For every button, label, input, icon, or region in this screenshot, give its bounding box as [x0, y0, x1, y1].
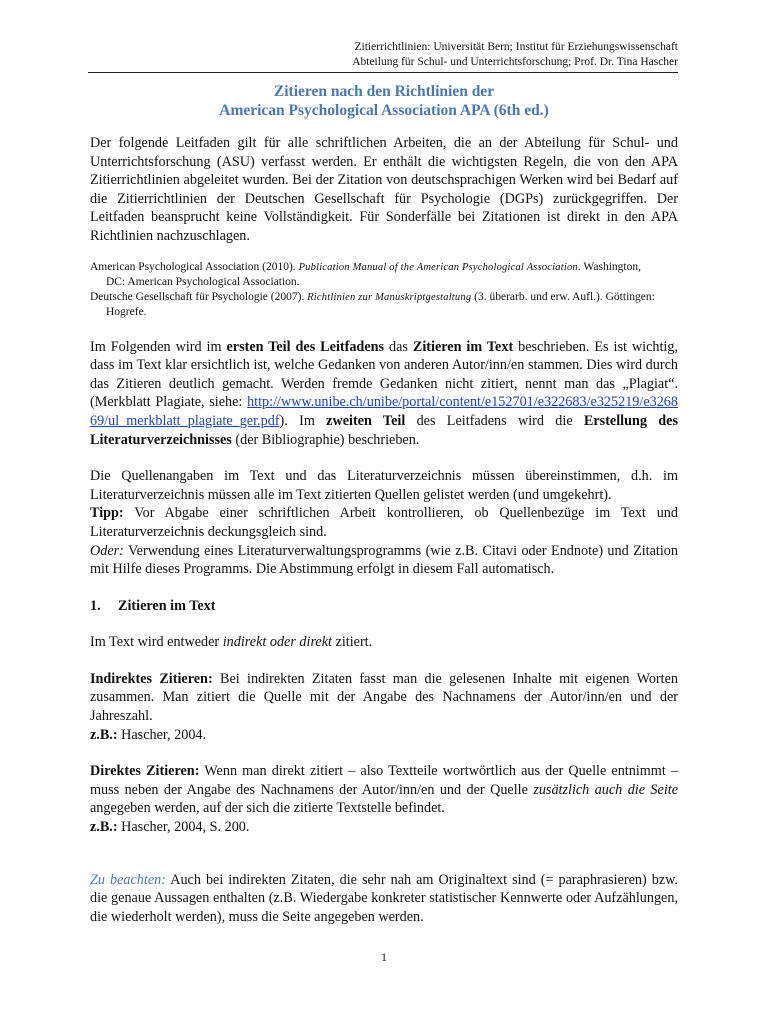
para4-text-2: zitiert.: [331, 634, 373, 651]
reference-dgps: [90, 290, 678, 320]
direct-text-2: angegeben werden, auf der sich die zitierte Textstelle befindet.: [90, 800, 445, 817]
direct-example-label: z.B.:: [90, 819, 118, 836]
header-line-1: Zitierrichtlinien: Universität Bern; Institut für Erziehungswissenschaft: [354, 41, 678, 53]
plagiarism-memo-link[interactable]: http://www.unibe.ch/unibe/portal/content/e152701/e322683/e325219/e326869/ul_merkblatt_plagiate_ger.pdf: [90, 394, 678, 429]
ref-dgps-post: (3. überarb. und erw. Aufl.). Göttingen:: [471, 290, 655, 303]
direct-label: Direktes Zitieren:: [90, 763, 200, 780]
direct-example-text: Hascher, 2004, S. 200.: [117, 819, 250, 836]
para2-text-5: des Leitfadens wird die: [405, 412, 584, 429]
page-header: [88, 40, 678, 73]
indirect-example-text: Hascher, 2004.: [117, 726, 207, 743]
para2-text-3: beschrieben. Es ist wichtig, dass im Text klar ersichtlich ist, welche Gedanken von anderen Autor/inn/en stammen. Dies wird durch das Zitieren deutlich gemacht. Werden fremde Gedanken nicht zitiert, nennt man das „Plagiat“. (Merkblatt Plagiate, siehe:: [90, 338, 679, 411]
header-line-2: Abteilung für Schul- und Unterrichtsforschung; Prof. Dr. Tina Hascher: [352, 56, 678, 68]
para4-italic: indirekt oder direkt: [222, 634, 332, 651]
para2-bold-first-part: ersten Teil des Leitfadens: [226, 338, 385, 355]
para2-text-6: (der Bibliographie) beschrieben.: [231, 431, 420, 448]
ref-apa-title: Publication Manual of the American Psychological Association: [298, 261, 578, 273]
title-line-2: American Psychological Association APA (6th ed.): [219, 102, 549, 119]
tip-text: Vor Abgabe einer schriftlichen Arbeit kontrollieren, ob Quellenbezüge im Text und Literaturverzeichnis deckungsgleich sind.: [90, 505, 678, 540]
ref-dgps-pre: Deutsche Gesellschaft für Psychologie (2007).: [90, 290, 308, 303]
indirect-citation-paragraph: [90, 670, 678, 726]
indirect-example-label: z.B.:: [90, 726, 118, 743]
para2-bold-second-part: zweiten Teil: [326, 412, 406, 429]
document-body: [90, 82, 678, 926]
direct-example: [90, 818, 678, 837]
title-line-1: Zitieren nach den Richtlinien der: [273, 83, 495, 100]
citation-type-paragraph: [90, 633, 678, 652]
ref-apa-post: . Washington,: [577, 260, 641, 273]
indirect-label: Indirektes Zitieren:: [90, 670, 213, 687]
section-number: 1.: [90, 597, 101, 614]
ref-apa-line2: DC: American Psychological Association.: [106, 276, 300, 289]
note-text: Auch bei indirekten Zitaten, die sehr nah am Originaltext sind (= paraphrasieren) bzw. die genaue Aussagen enthalten (z.B. Wiedergabe konkreter statistischer Kennwerte oder Aufzählungen, die wiederholt werden), muss die Seite angegeben werden.: [90, 871, 678, 925]
para2-bold-citing: Zitieren im Text: [412, 338, 514, 355]
para2-text-2: das: [384, 338, 413, 355]
ref-apa-pre: American Psychological Association (2010).: [90, 260, 299, 273]
intro-paragraph: Der folgende Leitfaden gilt für alle schriftlichen Arbeiten, die an der Abteilung für Schul- und Unterrichtsforschung (ASU) verfasst werden. Er enthält die wichtigsten Regeln, die von den APA Zitierrichtlinien abgeleitet wurden. Bei der Zitation von deutschsprachigen Werken wird bei Bedarf auf die Zitierrichtlinien der Deutschen Gesellschaft für Psychologie (DGPs) zurückgegriffen. Der Leitfaden beansprucht keine Vollständigkeit. Für Sonderfälle bei Zitationen ist direkt in den APA Richtlinien nachzuschlagen.: [90, 135, 678, 244]
section-heading-1: [90, 597, 678, 616]
para2-text-4: ). Im: [279, 412, 327, 429]
sources-paragraph: Die Quellenangaben im Text und das Literaturverzeichnis müssen übereinstimmen, d.h. im Literaturverzeichnis müssen alle im Text zitierten Quellen gelistet werden (und umgekehrt).: [90, 468, 678, 503]
note-paragraph: [90, 871, 678, 927]
note-label: Zu beachten:: [90, 871, 166, 888]
ref-dgps-title: Richtlinien zur Manuskriptgestaltung: [307, 291, 472, 303]
ref-dgps-line2: Hogrefe.: [106, 306, 147, 319]
tip-label: Tipp:: [90, 505, 124, 522]
indirect-text: Bei indirekten Zitaten fasst man die gelesenen Inhalte mit eigenen Worten zusammen. Man zitiert die Quelle mit der Angabe des Nachnamens der Autor/inn/en und der Jahreszahl.: [90, 670, 678, 725]
para2-bold-bibliography: Erstellung des Literaturverzeichnisses: [90, 412, 678, 448]
page-number: 1: [381, 950, 387, 964]
or-text: Verwendung eines Literaturverwaltungsprogramms (wie z.B. Citavi oder Endnote) und Zitation mit Hilfe dieses Programms. Die Abstimmung erfolgt in diesem Fall automatisch.: [90, 542, 678, 578]
para4-text-1: Im Text wird entweder: [90, 634, 223, 651]
direct-text-1: Wenn man direkt zitiert – also Textteile wortwörtlich aus der Quelle entnimmt – muss neben der Angabe des Nachnamens der Autor/inn/en und der Quelle: [90, 763, 679, 798]
tip-paragraph: [90, 504, 678, 541]
overview-paragraph: [90, 338, 678, 450]
direct-citation-paragraph: [90, 762, 678, 818]
document-title: [90, 82, 678, 120]
or-label: Oder:: [90, 542, 124, 559]
indirect-example: [90, 726, 678, 745]
direct-italic: zusätzlich auch die Seite: [533, 781, 679, 798]
para2-text-1: Im Folgenden wird im: [90, 338, 227, 355]
reference-apa: [90, 260, 678, 290]
section-title: Zitieren im Text: [118, 597, 216, 614]
or-paragraph: [90, 542, 678, 579]
